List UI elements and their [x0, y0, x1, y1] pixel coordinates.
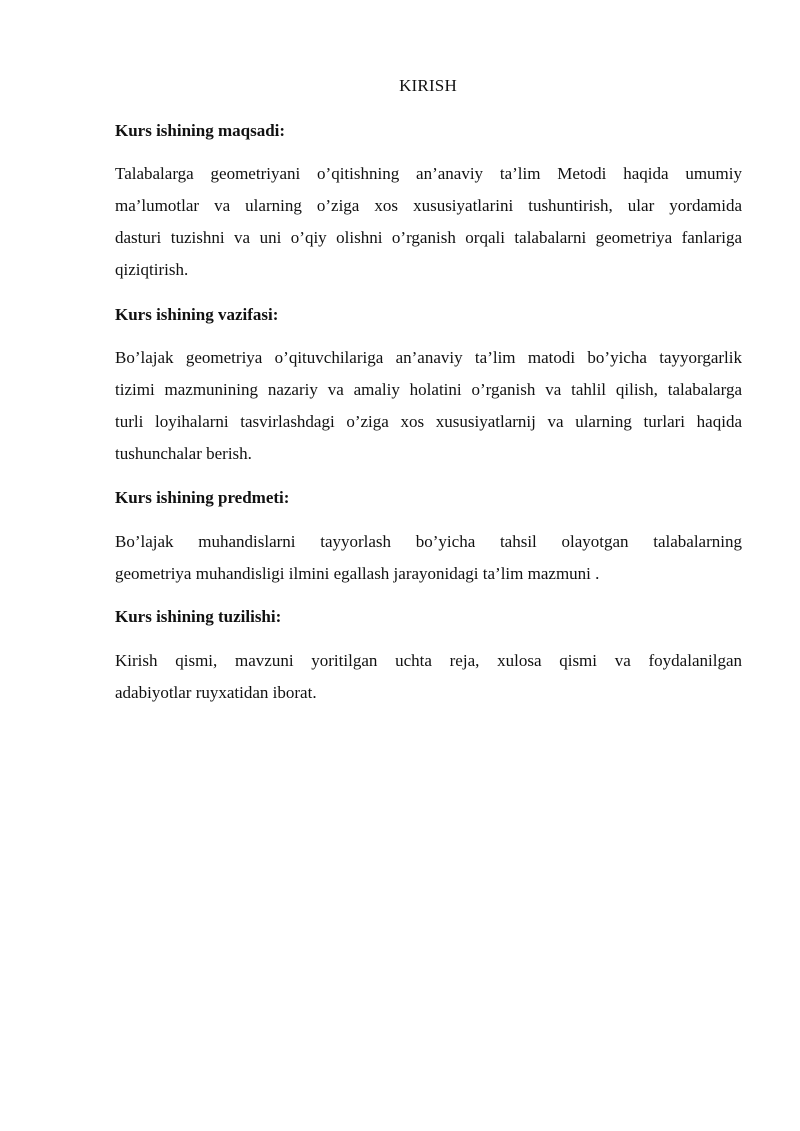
- paragraph-line: dasturi tuzishni va uni o’qiy olishni o’rganish orqali talabalarni geometriya fanlariga: [115, 228, 742, 247]
- section-paragraph-predmeti: [115, 526, 742, 590]
- paragraph-line: Bo’lajak muhandislarni tayyorlash bo’yicha tahsil olayotgan talabalarning: [115, 532, 742, 551]
- section-paragraph-tuzilishi: [115, 645, 742, 709]
- page-title: KIRISH: [399, 76, 457, 95]
- section-heading-tuzilishi: Kurs ishining tuzilishi:: [115, 607, 282, 626]
- paragraph-line: tushunchalar berish.: [115, 444, 252, 463]
- paragraph-line: Talabalarga geometriyani o’qitishning an’anaviy ta’lim Metodi haqida umumiy: [115, 164, 742, 183]
- paragraph-line: ma’lumotlar va ularning o’ziga xos xususiyatlarini tushuntirish, ular yordamida: [115, 196, 742, 215]
- paragraph-line: tizimi mazmunining nazariy va amaliy holatini o’rganish va tahlil qilish, talabalarga: [115, 380, 742, 399]
- paragraph-line: geometriya muhandisligi ilmini egallash jarayonidagi ta’lim mazmuni .: [115, 564, 600, 583]
- section-heading-vazifasi: Kurs ishining vazifasi:: [115, 305, 279, 324]
- paragraph-line: turli loyihalarni tasvirlashdagi o’ziga xos xususiyatlarnij va ularning turlari haqida: [115, 412, 742, 431]
- section-heading-maqsadi: Kurs ishining maqsadi:: [115, 121, 286, 140]
- paragraph-line: Kirish qismi, mavzuni yoritilgan uchta reja, xulosa qismi va foydalanilgan: [115, 651, 742, 670]
- section-paragraph-vazifasi: [115, 342, 742, 470]
- paragraph-line: adabiyotlar ruyxatidan iborat.: [115, 683, 317, 702]
- paragraph-line: qiziqtirish.: [115, 260, 189, 279]
- section-heading-predmeti: Kurs ishining predmeti:: [115, 488, 290, 507]
- section-paragraph-maqsadi: [115, 158, 742, 286]
- paragraph-line: Bo’lajak geometriya o’qituvchilariga an’anaviy ta’lim matodi bo’yicha tayyorgarlik: [115, 348, 742, 367]
